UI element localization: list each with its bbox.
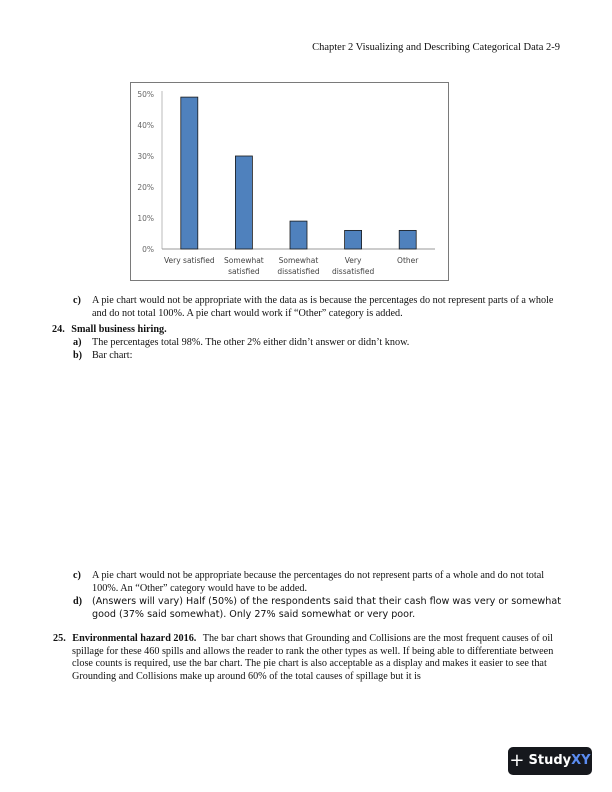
- item-label: c): [73, 570, 81, 581]
- x-tick-label: Somewhat: [278, 256, 319, 265]
- q24-heading: [52, 324, 542, 337]
- x-tick-label: satisfied: [228, 267, 260, 276]
- q24d-item: [73, 595, 562, 621]
- y-tick-label: 40%: [137, 121, 154, 130]
- item-text: (Answers will vary) Half (50%) of the respondents said that their cash flow was very or somewhat good (37% said somewhat). Only 27% said somewhat or very poor.: [92, 596, 561, 620]
- question-title: Environmental hazard 2016.: [72, 633, 197, 644]
- bar: [235, 156, 252, 249]
- running-header: Chapter 2 Visualizing and Describing Categorical Data 2-9: [312, 42, 560, 53]
- question-text: The bar chart shows that Grounding and Collisions are the most frequent causes of oil spillage for these 460 spills and allows the reader to rank the other types as well. If being able to differentiate between close counts is required, use the bar chart. The pie chart is also acceptable as a display and makes it easier to see that Grounding and Collisions make up around 60% of the total causes of spillage but it is: [72, 633, 554, 682]
- x-tick-label: Very: [344, 256, 362, 265]
- bar-chart: [130, 82, 449, 281]
- q24c-item: [73, 570, 562, 595]
- studyxy-logo: [508, 747, 592, 775]
- question-number: 25.: [53, 633, 66, 644]
- bar: [290, 221, 307, 249]
- q23c-item: [73, 295, 562, 320]
- plus-icon: +: [509, 749, 525, 771]
- bar: [399, 230, 416, 249]
- x-tick-label: dissatisfied: [331, 267, 375, 276]
- y-tick-label: 30%: [137, 152, 154, 161]
- q24b-item: [73, 350, 562, 363]
- q24a-item: [73, 337, 562, 350]
- item-label: c): [73, 295, 81, 306]
- item-label: d): [73, 596, 83, 607]
- x-tick-label: dissatisfied: [277, 267, 320, 276]
- q25-item: [53, 633, 562, 683]
- bar: [181, 97, 198, 249]
- question-title: Small business hiring.: [71, 324, 167, 335]
- x-tick-label: Somewhat: [224, 256, 264, 265]
- item-text: The percentages total 98%. The other 2% either didn’t answer or didn’t know.: [92, 337, 410, 348]
- y-tick-label: 50%: [137, 90, 154, 99]
- bar: [345, 230, 362, 249]
- item-text: A pie chart would not be appropriate with the data as is because the percentages do not represent parts of a whole and do not total 100%. A pie chart would work if “Other” category is added.: [92, 295, 554, 319]
- y-tick-label: 20%: [137, 183, 154, 192]
- item-text: Bar chart:: [92, 350, 133, 361]
- logo-accent: XY: [571, 752, 591, 768]
- item-label: b): [73, 350, 83, 361]
- bar-chart-svg: [131, 83, 448, 280]
- y-tick-label: 0%: [142, 245, 154, 254]
- item-label: a): [73, 337, 82, 348]
- item-text: A pie chart would not be appropriate because the percentages do not represent parts of a whole and do not total 100%. An “Other” category would have to be added.: [92, 570, 545, 594]
- question-number: 24.: [52, 324, 65, 335]
- logo-name: Study: [528, 752, 572, 768]
- x-tick-label: Other: [397, 256, 419, 265]
- x-tick-label: Very satisfied: [163, 256, 215, 265]
- y-tick-label: 10%: [137, 214, 154, 223]
